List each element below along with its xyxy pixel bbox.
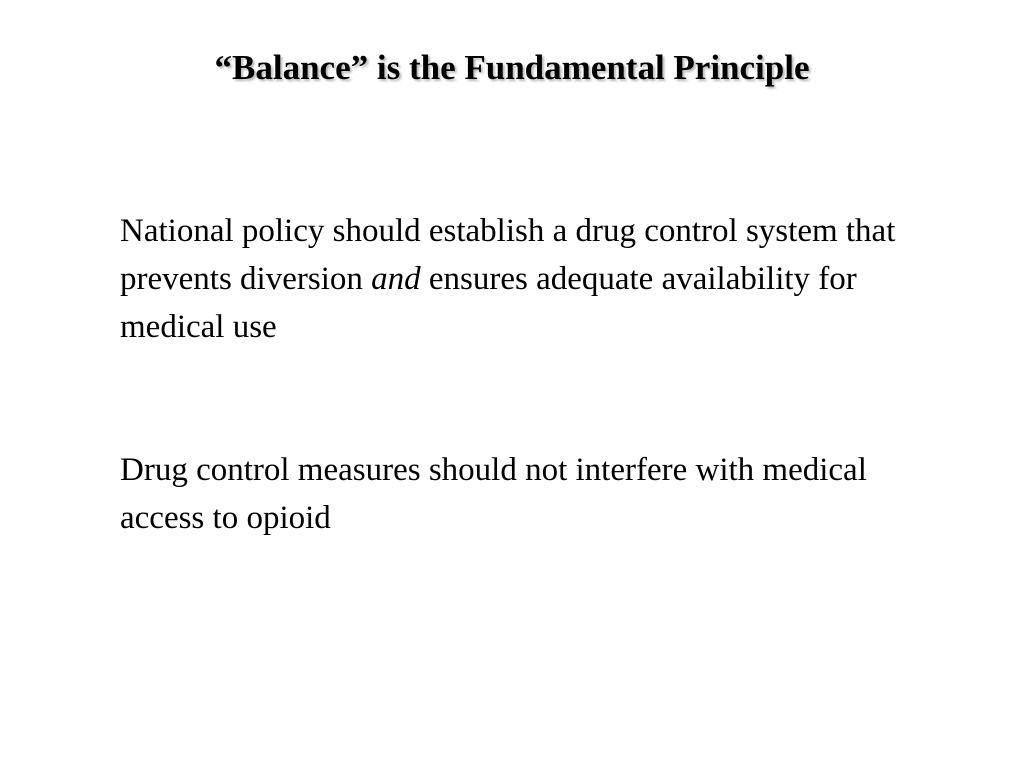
policy-text-emphasis: and xyxy=(371,261,421,297)
slide-title: “Balance” is the Fundamental Principle xyxy=(214,48,810,87)
access-paragraph: Drug control measures should not interfere with medical access to opioid xyxy=(120,452,867,536)
policy-text-start: National policy should establish a drug control system that prevents diversion xyxy=(120,213,896,297)
policy-paragraph xyxy=(120,207,920,351)
policy-text-end: ensures adequate availability for medical use xyxy=(120,261,857,345)
